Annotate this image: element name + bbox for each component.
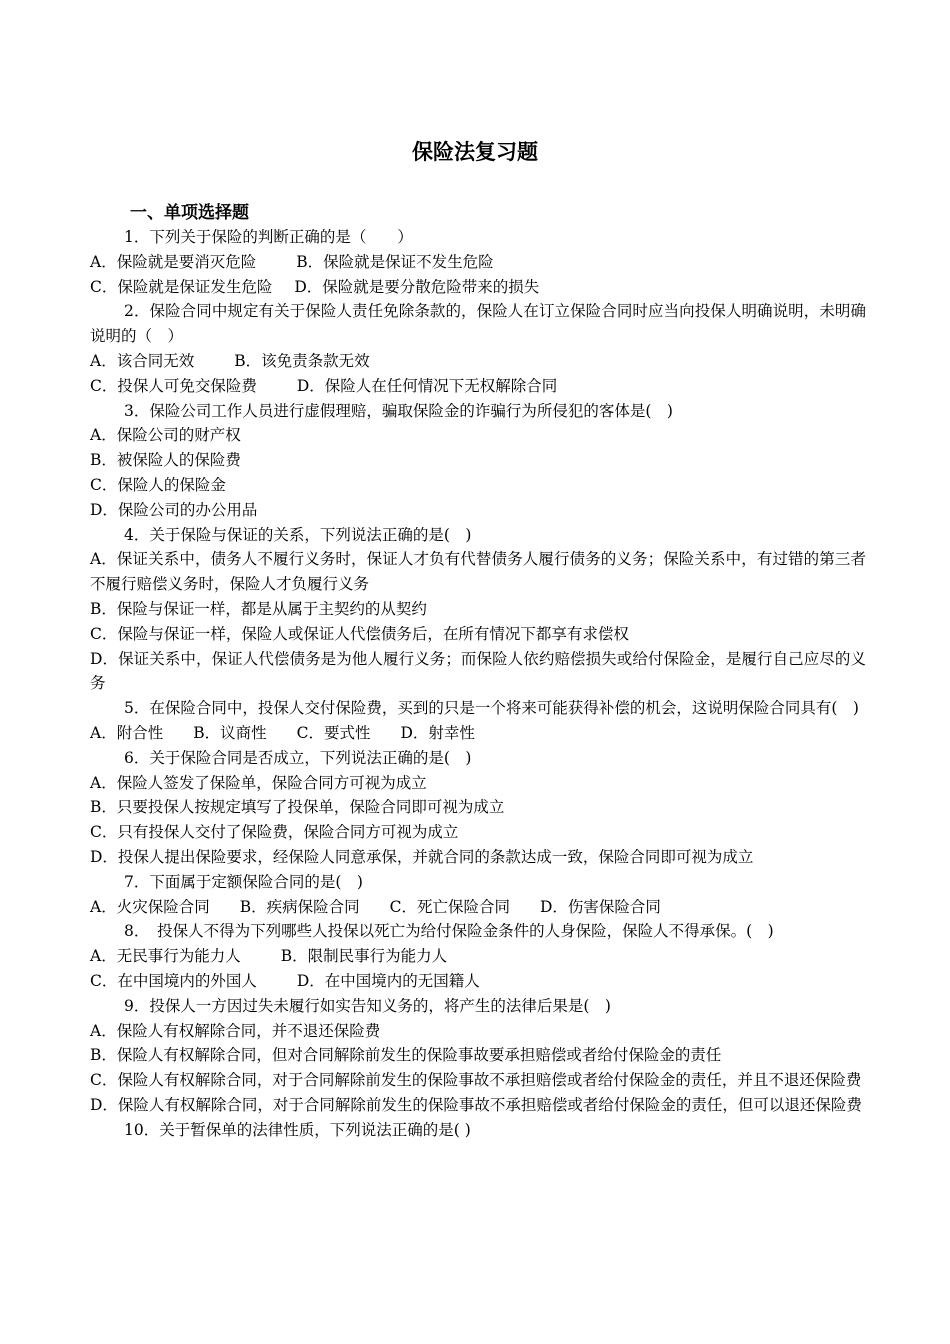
option: A．火灾保险合同 [90,897,210,916]
option: B．该免责条款无效 [234,351,370,370]
option: C．死亡保险合同 [389,897,510,916]
option: B．限制民事行为能力人 [280,947,448,966]
option: B．保险就是保证不发生危险 [296,252,494,271]
question-stem: 10．关于暂保单的法律性质，下列说法正确的是( ) [124,1120,471,1139]
option: B．被保险人的保险费 [90,451,241,470]
option: B．保险与保证一样，都是从属于主契约的从契约 [90,599,427,618]
question-stem: 7．下面属于定额保险合同的是( ) [124,872,363,891]
question-stem: 1．下列关于保险的判断正确的是（ ） [124,228,413,246]
section-heading: 一、单项选择题 [130,203,249,223]
option: A．无民事行为能力人 [90,947,241,966]
option: D．保险人有权解除合同，对于合同解除前发生的保险事故不承担赔偿或者给付保险金的责任，但可以退还保险费 [90,1095,862,1114]
option: A．附合性 [90,723,164,742]
option: C．在中国境内的外国人 [90,971,257,990]
option: A．保险公司的财产权 [90,426,241,445]
option: A．保证关系中，债务人不履行义务时，保证人才负有代替债务人履行债务的义务；保险关系中，有过错的第三者不履行赔偿义务时，保险人才负履行义务 [90,550,866,594]
option: C．保险与保证一样，保险人或保证人代偿债务后，在所有情况下都享有求偿权 [90,624,629,643]
option: A．保险人签发了保险单，保险合同方可视为成立 [90,773,427,792]
document-title: 保险法复习题 [412,139,538,164]
option: C．只有投保人交付了保险费，保险合同方可视为成立 [90,823,459,842]
option: D．投保人提出保险要求，经保险人同意承保，并就合同的条款达成一致，保险合同即可视为成立 [90,847,754,866]
option-row [90,250,866,275]
option: B．疾病保险合同 [239,897,360,916]
option-row [90,374,866,399]
option: C．要式性 [296,723,371,742]
option: D．保险就是要分散危险带来的损失 [294,277,540,296]
option: D．保险人在任何情况下无权解除合同 [296,376,558,395]
option: C．保险人有权解除合同，对于合同解除前发生的保险事故不承担赔偿或者给付保险金的责任，并且不退还保险费 [90,1071,862,1090]
question-stem: 6．关于保险合同是否成立，下列说法正确的是( ) [124,748,472,767]
option-row [90,944,866,969]
option: C．保险人的保险金 [90,475,226,494]
question-stem: 3．保险公司工作人员进行虚假理赔，骗取保险金的诈骗行为所侵犯的客体是( ) [124,401,673,420]
question-stem: 2．保险合同中规定有关于保险人责任免除条款的，保险人在订立保险合同时应当向投保人明确说明，未明确说明的（ ） [90,302,866,346]
option: D．在中国境内的无国籍人 [296,971,480,990]
question-list [90,225,866,1142]
option: D．射幸性 [400,723,475,742]
option: B．议商性 [193,723,267,742]
option: C．投保人可免交保险费 [90,376,257,395]
option: A．该合同无效 [90,351,195,370]
question-stem: 5．在保险合同中，投保人交付保险费，买到的只是一个将来可能获得补偿的机会，这说明保险合同具有( ) [124,699,859,718]
option-row [90,969,866,994]
option-row [90,895,866,920]
option: A．保险就是要消灭危险 [90,252,257,271]
option-row [90,349,866,374]
question-stem: 4．关于保险与保证的关系，下列说法正确的是( ) [124,525,472,544]
option: D．保险公司的办公用品 [90,500,258,519]
option: D．伤害保险合同 [539,897,661,916]
option-row [90,721,866,746]
option: A．保险人有权解除合同，并不退还保险费 [90,1021,381,1040]
option: B．保险人有权解除合同，但对合同解除前发生的保险事故要承担赔偿或者给付保险金的责任 [90,1046,722,1065]
option: B．只要投保人按规定填写了投保单，保险合同即可视为成立 [90,798,505,817]
option-row [90,275,866,300]
question-stem: 8． 投保人不得为下列哪些人投保以死亡为给付保险金条件的人身保险，保险人不得承保。( ) [124,922,774,941]
option: C．保险就是保证发生危险 [90,277,273,296]
question-stem: 9．投保人一方因过失未履行如实告知义务的，将产生的法律后果是( ) [124,996,611,1015]
option: D．保证关系中，保证人代偿债务是为他人履行义务；而保险人依约赔偿损失或给付保险金，是履行自己应尽的义务 [90,649,866,693]
